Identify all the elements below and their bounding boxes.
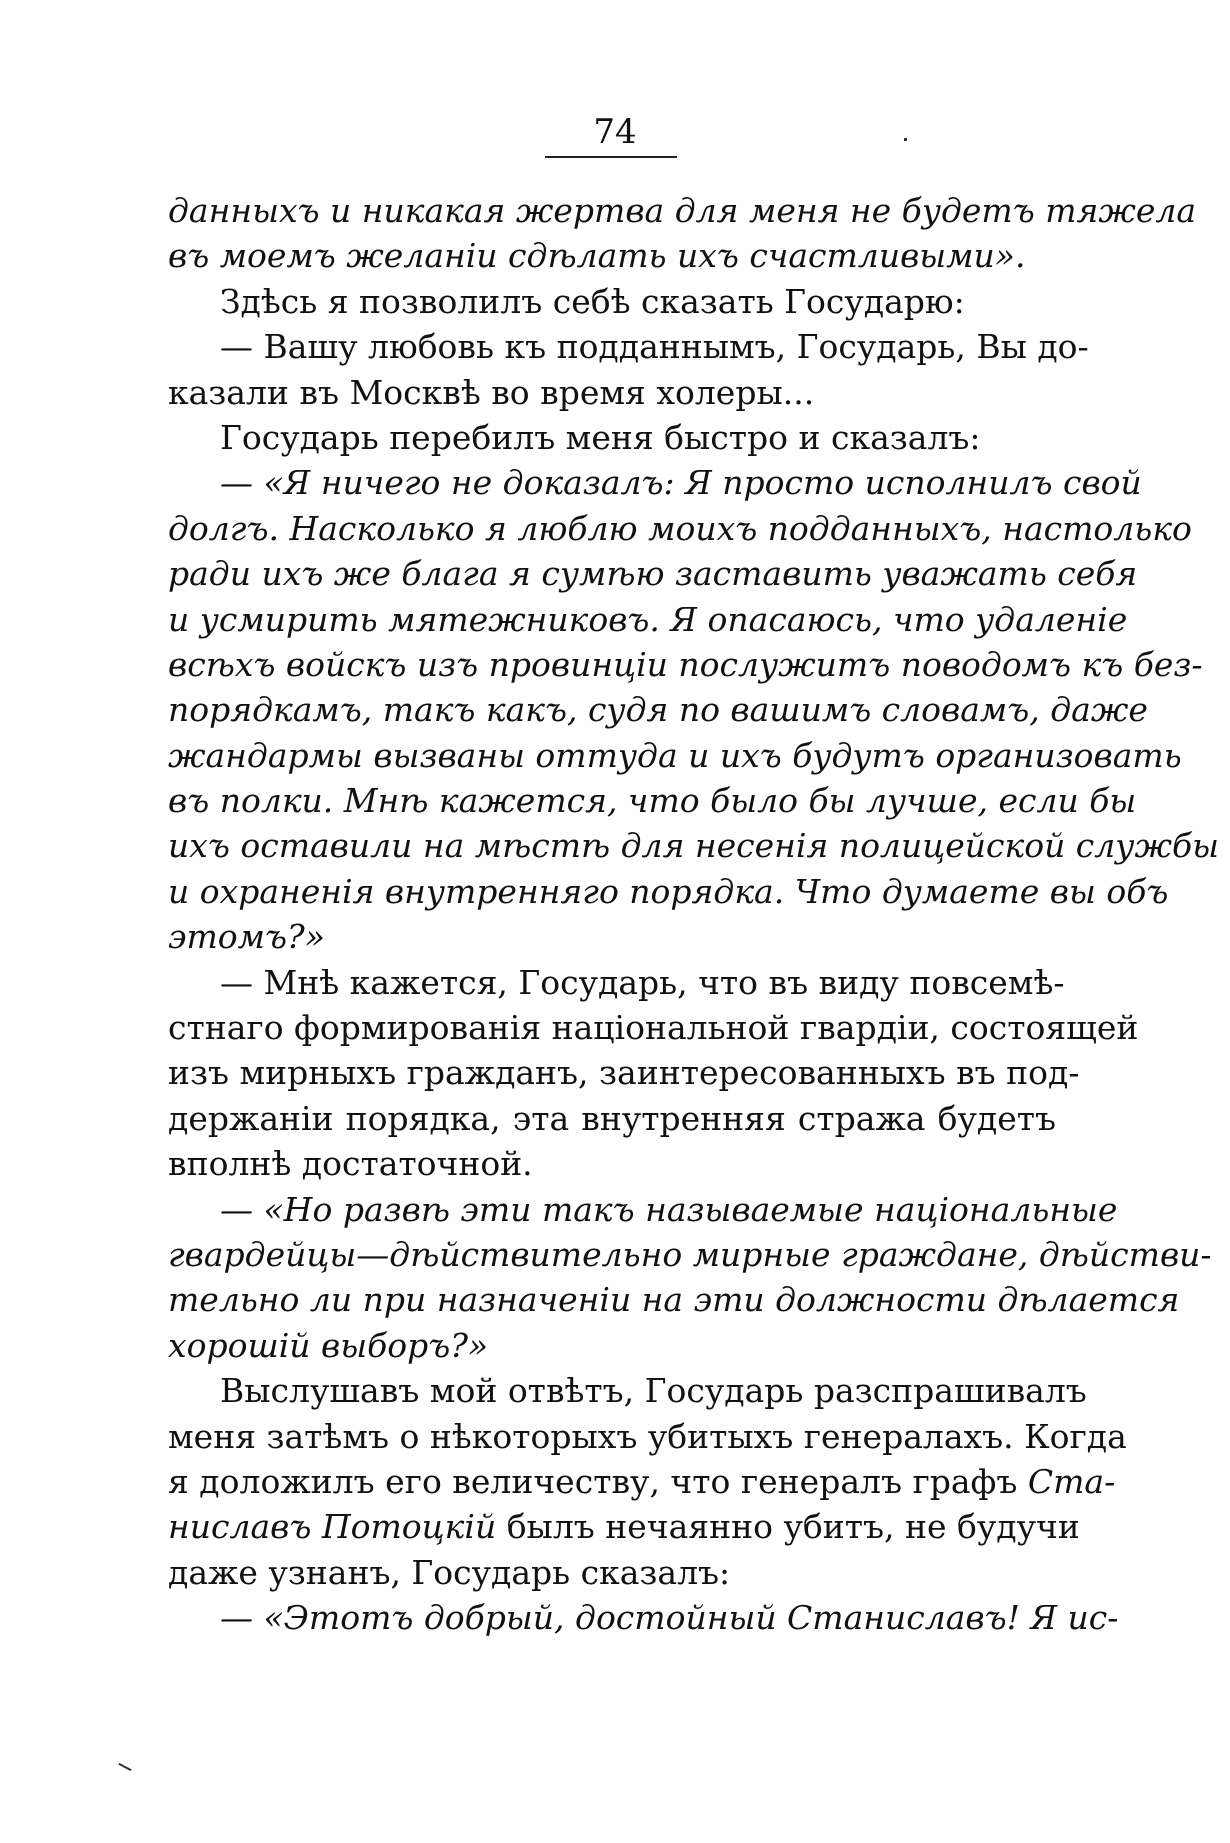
text-line: въ полки. Мнѣ кажется, что было бы лучше, если бы: [168, 781, 1137, 821]
body-text: [168, 188, 1219, 1641]
page-number-rule: [545, 156, 677, 158]
text-line: — Вашу любовь къ подданнымъ, Государь, Вы до-: [220, 327, 1089, 367]
print-speck: [904, 138, 907, 141]
text-line: [168, 1504, 1080, 1549]
text-line: — Мнѣ кажется, Государь, что въ виду повсемѣ-: [220, 962, 1065, 1002]
page-number: 74: [593, 112, 637, 152]
text-line: всѣхъ войскъ изъ провинціи послужитъ поводомъ къ без-: [168, 644, 1203, 684]
text-line: тельно ли при назначеніи на эти должности дѣлается: [168, 1280, 1180, 1320]
text-line: держаніи порядка, эта внутренняя стража будетъ: [168, 1098, 1056, 1138]
text-line: хорошій выборъ?»: [168, 1325, 489, 1365]
text-line: порядкамъ, такъ какъ, судя по вашимъ словамъ, даже: [168, 690, 1148, 730]
text-line: ради ихъ же блага я сумѣю заставить уважать себя: [168, 554, 1138, 594]
text-line: изъ мирныхъ гражданъ, заинтересованныхъ въ под-: [168, 1053, 1080, 1093]
text-line: данныхъ и никакая жертва для меня не будетъ тяжела: [168, 191, 1197, 230]
text-line: и охраненія внутренняго порядка. Что думаете вы объ: [168, 871, 1169, 911]
text-line: — «Этотъ добрый, достойный Станиславъ! Я ис-: [220, 1598, 1119, 1638]
text-line: ихъ оставили на мѣстѣ для несенія полицейской службы: [168, 826, 1219, 866]
print-speck: [118, 1763, 131, 1771]
text-line: даже узнанъ, Государь сказалъ:: [168, 1552, 731, 1592]
text-line: въ моемъ желаніи сдѣлать ихъ счастливыми».: [168, 236, 1026, 276]
text-line-segment-italic: ниславъ Потоцкій: [168, 1507, 497, 1547]
text-line-segment: былъ нечаянно убитъ, не будучи: [496, 1507, 1080, 1547]
text-line: меня затѣмъ о нѣкоторыхъ убитыхъ генералахъ. Когда: [168, 1416, 1127, 1456]
text-line: Государь перебилъ меня быстро и сказалъ:: [220, 417, 981, 457]
text-line: казали въ Москвѣ во время холеры...: [168, 372, 815, 412]
text-line: [168, 1459, 1116, 1504]
text-line: вполнѣ достаточной.: [168, 1144, 533, 1184]
text-line: Здѣсь я позволилъ себѣ сказать Государю:: [220, 281, 965, 321]
text-line: этомъ?»: [168, 917, 325, 957]
text-line: и усмирить мятежниковъ. Я опасаюсь, что удаленіе: [168, 599, 1128, 639]
text-line: — «Но развѣ эти такъ называемые національные: [220, 1189, 1118, 1229]
text-line: жандармы вызваны оттуда и ихъ будутъ организовать: [168, 735, 1182, 775]
text-line: долгъ. Насколько я люблю моихъ подданныхъ, настолько: [168, 508, 1192, 548]
text-line: Выслушавъ мой отвѣтъ, Государь разспрашивалъ: [220, 1371, 1087, 1411]
text-line: — «Я ничего не доказалъ: Я просто исполнилъ свой: [220, 463, 1142, 503]
text-line-segment-italic: Ста-: [1027, 1461, 1116, 1501]
text-line-segment: я доложилъ его величеству, что генералъ графъ: [168, 1461, 1028, 1501]
text-line: гвардейцы—дѣйствительно мирные граждане, дѣйстви-: [168, 1234, 1212, 1274]
text-line: стнаго формированія національной гвардіи, состоящей: [168, 1008, 1139, 1048]
